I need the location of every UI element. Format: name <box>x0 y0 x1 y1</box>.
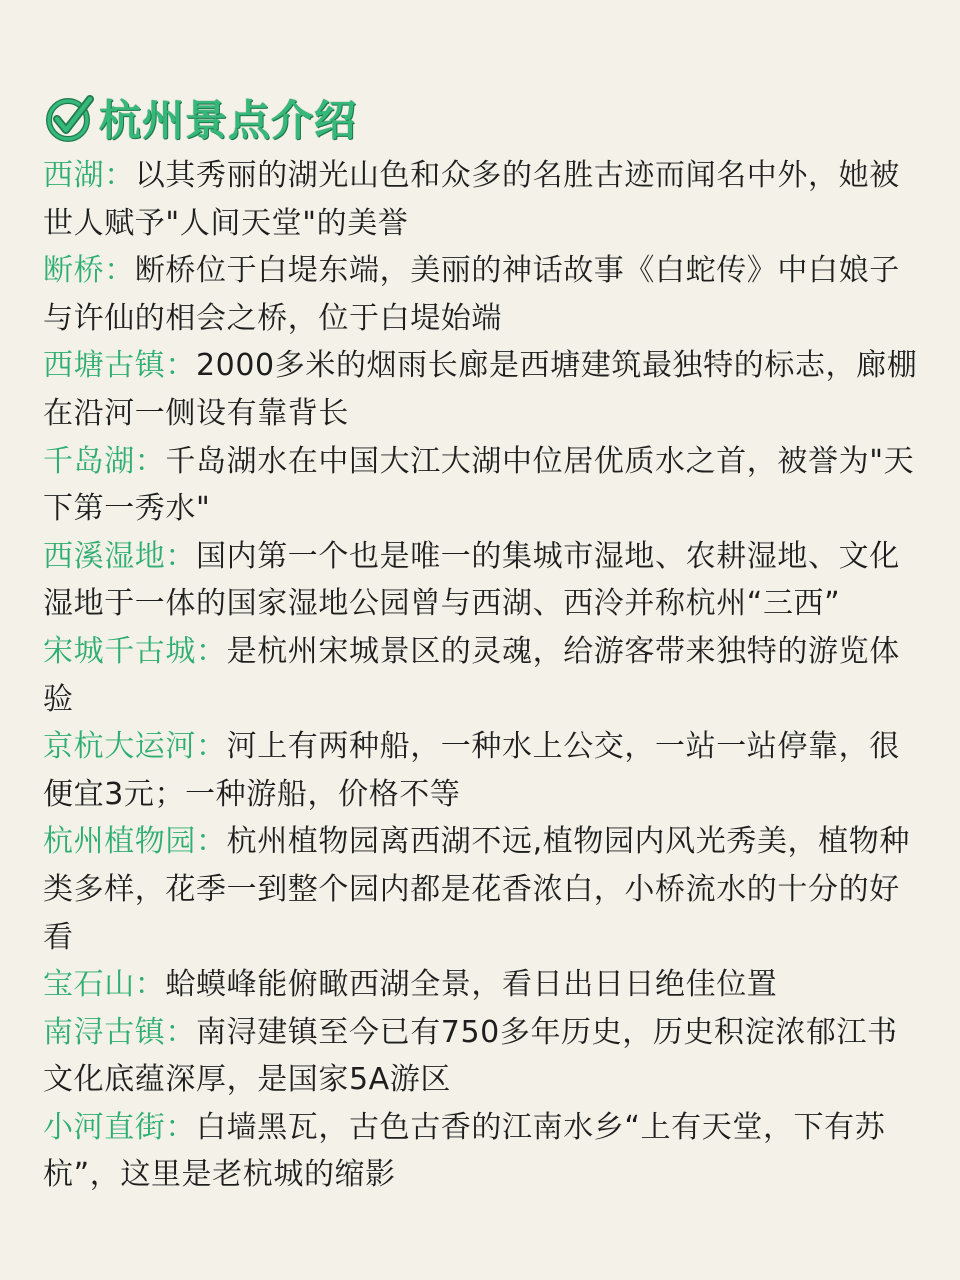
attraction-description: 2000多米的烟雨长廊是西塘建筑最独特的标志，廊棚在沿河一侧设有靠背长 <box>43 348 918 431</box>
attraction-description: 是杭州宋城景区的灵魂，给游客带来独特的游览体验 <box>43 633 900 717</box>
attraction-description: 国内第一个也是唯一的集城市湿地、农耕湿地、文化湿地于一体的国家湿地公园曾与西湖、西泠并称杭州“三西” <box>43 538 900 622</box>
attraction-name: 宋城千古城： <box>43 633 227 669</box>
attraction-description: 蛤蟆峰能俯瞰西湖全景，看日出日日绝佳位置 <box>165 967 778 1003</box>
attraction-name: 断桥： <box>43 253 135 289</box>
attraction-name: 杭州植物园： <box>43 824 227 860</box>
page-title: 杭州景点介绍 <box>99 96 358 145</box>
attraction-name: 京杭大运河： <box>43 729 227 765</box>
attraction-list <box>43 152 924 1199</box>
attraction-description: 杭州植物园离西湖不远,植物园内风光秀美，植物种类多样，花季一到整个园内都是花香浓白，小桥流水的十分的好看 <box>43 824 910 955</box>
list-item <box>43 438 924 533</box>
attraction-name: 南浔古镇： <box>43 1014 196 1050</box>
list-item <box>43 818 924 961</box>
list-item <box>43 247 924 342</box>
attraction-name: 小河直街： <box>43 1109 196 1145</box>
attraction-description: 河上有两种船，一种水上公交，一站一站停靠，很便宜3元；一种游船，价格不等 <box>43 729 900 812</box>
title-row <box>43 88 924 148</box>
list-item <box>43 152 924 247</box>
attraction-description: 断桥位于白堤东端，美丽的神话故事《白蛇传》中白娘子与许仙的相会之桥，位于白堤始端 <box>43 253 900 336</box>
check-circle-icon <box>43 91 97 145</box>
attraction-name: 西湖： <box>43 158 135 193</box>
attraction-description: 南浔建镇至今已有750多年历史，历史积淀浓郁江书文化底蕴深厚，是国家5A游区 <box>43 1014 898 1098</box>
attraction-name: 西塘古镇： <box>43 348 196 384</box>
attraction-description: 白墙黑瓦，古色古香的江南水乡“上有天堂，下有苏杭”，这里是老杭城的缩影 <box>43 1109 886 1193</box>
list-item <box>43 533 924 628</box>
attraction-description: 千岛湖水在中国大江大湖中位居优质水之首，被誉为"天下第一秀水" <box>43 443 915 527</box>
list-item <box>43 723 924 818</box>
list-item <box>43 1104 924 1199</box>
attraction-name: 西溪湿地： <box>43 538 196 574</box>
list-item <box>43 1009 924 1104</box>
list-item <box>43 342 924 437</box>
list-item <box>43 628 924 723</box>
list-item <box>43 961 924 1009</box>
attraction-name: 宝石山： <box>43 967 166 1003</box>
attraction-description: 以其秀丽的湖光山色和众多的名胜古迹而闻名中外，她被世人赋予"人间天堂"的美誉 <box>43 158 900 241</box>
attraction-name: 千岛湖： <box>43 443 166 479</box>
